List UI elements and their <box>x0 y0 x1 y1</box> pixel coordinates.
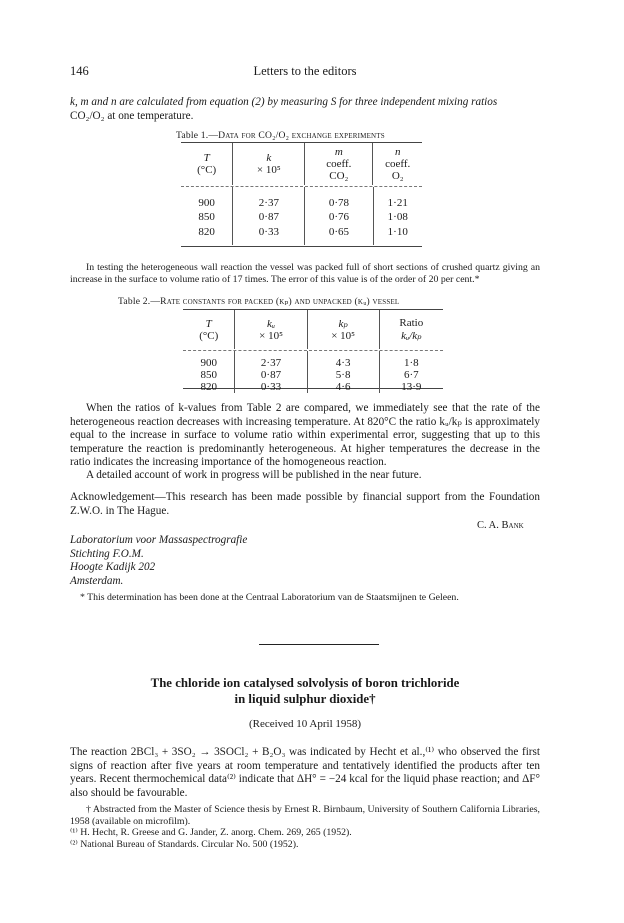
footnote-dagger: † Abstracted from the Master of Science thesis by Ernest R. Birnbaum, University of Southern California Libraries, 1958 (available on microfilm). <box>70 804 540 827</box>
author-signature: C. A. Bank <box>477 520 524 531</box>
intro-line-1: k, m and n are calculated from equation (2) by measuring S for three independent mixing ratios <box>70 96 498 108</box>
detailed-account-paragraph: A detailed account of work in progress will be published in the near future. <box>86 469 422 481</box>
table2-header <box>183 310 443 349</box>
article-footnotes <box>70 804 540 850</box>
table-row: 820 0·33 4·6 13·9 <box>183 381 443 393</box>
table1-body <box>181 187 422 245</box>
t1-col-k: k × 10⁵ <box>233 143 305 185</box>
section-divider <box>259 644 379 645</box>
table1-header <box>181 143 422 185</box>
t1-col-T: T (°C) <box>181 143 233 185</box>
intro-line-2: CO₂/O₂ at one temperature. <box>70 109 194 122</box>
running-title: Letters to the editors <box>253 64 357 78</box>
table2-caption: Table 2.—Rate constants for packed (kₚ) and unpacked (kᵤ) vessel <box>118 296 400 307</box>
author-address: Laboratorium voor Massaspectrografie Stichting F.O.M. Hoogte Kadijk 202 Amsterdam. <box>70 534 248 587</box>
table1-bottom-rule <box>181 246 422 247</box>
table-row: 850 0·87 5·8 6·7 <box>183 369 443 381</box>
hetero-paragraph: In testing the heterogeneous wall reaction the vessel was packed full of short sections of crushed quartz giving an increase in the surface to volume ratio of 17 times. The error of this value is of the order of 20 per cent.* <box>70 262 540 285</box>
received-date: (Received 10 April 1958) <box>248 718 362 730</box>
article-title: The chloride ion catalysed solvolysis of boron trichloride in liquid sulphur dioxide† <box>150 676 460 706</box>
table-row: 900 2·37 4·3 1·8 <box>183 351 443 369</box>
table2-body <box>183 351 443 393</box>
intro-paragraph <box>70 96 540 123</box>
footnote-1: ⁽¹⁾ H. Hecht, R. Greese and G. Jander, Z. anorg. Chem. 269, 265 (1952). <box>70 827 352 839</box>
footnote-2: ⁽²⁾ National Bureau of Standards. Circular No. 500 (1952). <box>70 838 299 850</box>
table-row: 820 0·33 0·65 1·10 <box>181 224 422 245</box>
t2-col-T: T (°C) <box>183 310 235 349</box>
t2-col-ku: kᵤ × 10⁵ <box>235 310 307 349</box>
t2-col-ratio: Ratio kᵤ/kₚ <box>399 317 424 342</box>
acknowledgement: Acknowledgement—This research has been made possible by financial support from the Foundation Z.W.O. in The Hague. <box>70 491 540 517</box>
t1-col-n: n coeff. O₂ <box>385 146 411 182</box>
article-body: The reaction 2BCl₃ + 3SO₂ → 3SOCl₂ + B₂O₃ was indicated by Hecht et al.,⁽¹⁾ who observed the first signs of reaction after five years at room temperature and tentatively identified the products after ten years. Recent thermochemical data⁽²⁾ indicate that ΔH° = −24 kcal for the liquid phase reaction; and ΔF° also should be favourable. <box>70 746 540 799</box>
ratios-paragraph: When the ratios of k-values from Table 2 are compared, we immediately see that the rate of the heterogeneous reaction decreases with increasing temperature. At 820°C the ratio kᵤ/kₚ is approximately equal to the increase in surface to volume ratio within experimental error, suggesting that up to this temperature the reaction is predominantly heterogeneous. At higher temperatures the decrease in the ratio indicates the increasing importance of the homogeneous reaction. <box>70 402 540 468</box>
page-number: 146 <box>70 64 89 78</box>
table1-caption: Table 1.—Data for CO₂/O₂ exchange experiments <box>176 130 385 141</box>
table-row: 850 0·87 0·76 1·08 <box>181 210 422 224</box>
t2-col-kp: kₚ × 10⁵ <box>307 310 379 349</box>
footnote-star: * This determination has been done at the Centraal Laboratorium van de Staatsmijnen te Geleen. <box>80 592 459 603</box>
t1-col-m: m coeff. CO₂ <box>305 143 373 185</box>
table-row: 900 2·37 0·78 1·21 <box>181 187 422 210</box>
